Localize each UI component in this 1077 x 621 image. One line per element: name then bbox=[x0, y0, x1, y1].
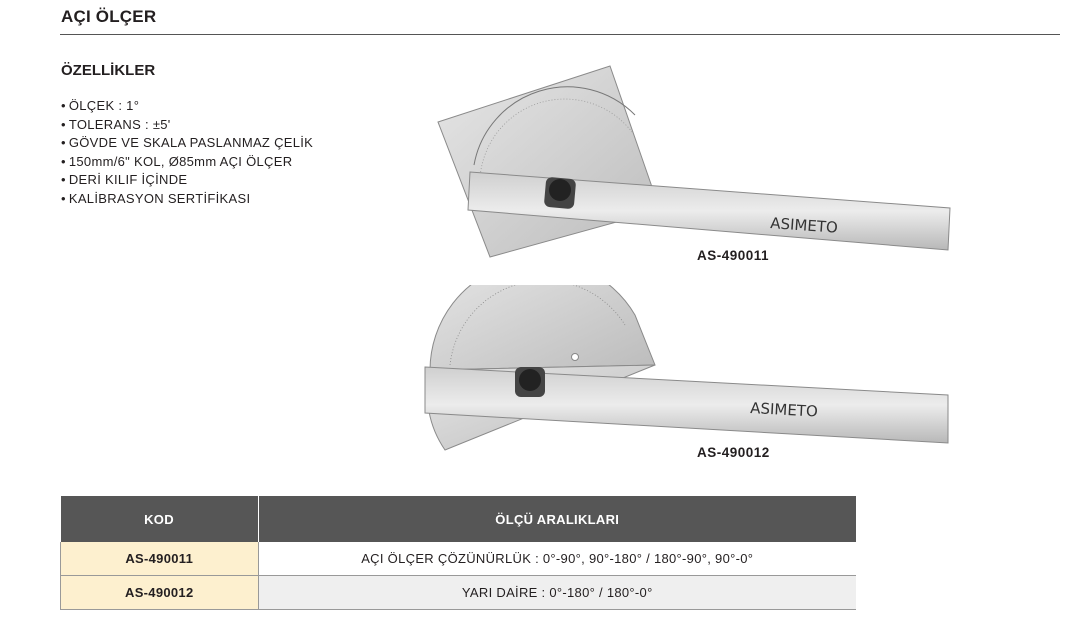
feature-item: • ÖLÇEK : 1° bbox=[61, 97, 313, 116]
brand-logo: ASIMETO bbox=[769, 214, 839, 237]
column-header-ranges: ÖLÇÜ ARALIKLARI bbox=[258, 496, 856, 542]
column-header-code: KOD bbox=[61, 496, 259, 542]
page-title: AÇI ÖLÇER bbox=[61, 7, 157, 26]
feature-item: • KALİBRASYON SERTİFİKASI bbox=[61, 190, 313, 209]
title-divider bbox=[60, 34, 1060, 35]
cell-code: AS-490012 bbox=[61, 576, 259, 610]
spec-table bbox=[60, 496, 856, 610]
brand-logo: ASIMETO bbox=[749, 399, 819, 421]
feature-item: • TOLERANS : ±5' bbox=[61, 116, 313, 135]
protractor-rectangular-image bbox=[420, 60, 960, 260]
protractor-semicircle-image bbox=[420, 285, 960, 460]
table-row bbox=[61, 576, 857, 610]
cell-range: AÇI ÖLÇER ÇÖZÜNÜRLÜK : 0°-90°, 90°-180° / 180°-90°, 90°-0° bbox=[258, 542, 856, 576]
feature-item: • 150mm/6" KOL, Ø85mm AÇI ÖLÇER bbox=[61, 153, 313, 172]
cell-range: YARI DAİRE : 0°-180° / 180°-0° bbox=[258, 576, 856, 610]
features-heading: ÖZELLİKLER bbox=[61, 62, 156, 79]
product-code-label: AS-490011 bbox=[697, 248, 770, 263]
product-code-label: AS-490012 bbox=[697, 445, 770, 460]
table-row bbox=[61, 542, 857, 576]
feature-item: • GÖVDE VE SKALA PASLANMAZ ÇELİK bbox=[61, 134, 313, 153]
features-list bbox=[61, 97, 313, 208]
table-header-row bbox=[61, 496, 857, 542]
feature-item: • DERİ KILIF İÇİNDE bbox=[61, 171, 313, 190]
cell-code: AS-490011 bbox=[61, 542, 259, 576]
